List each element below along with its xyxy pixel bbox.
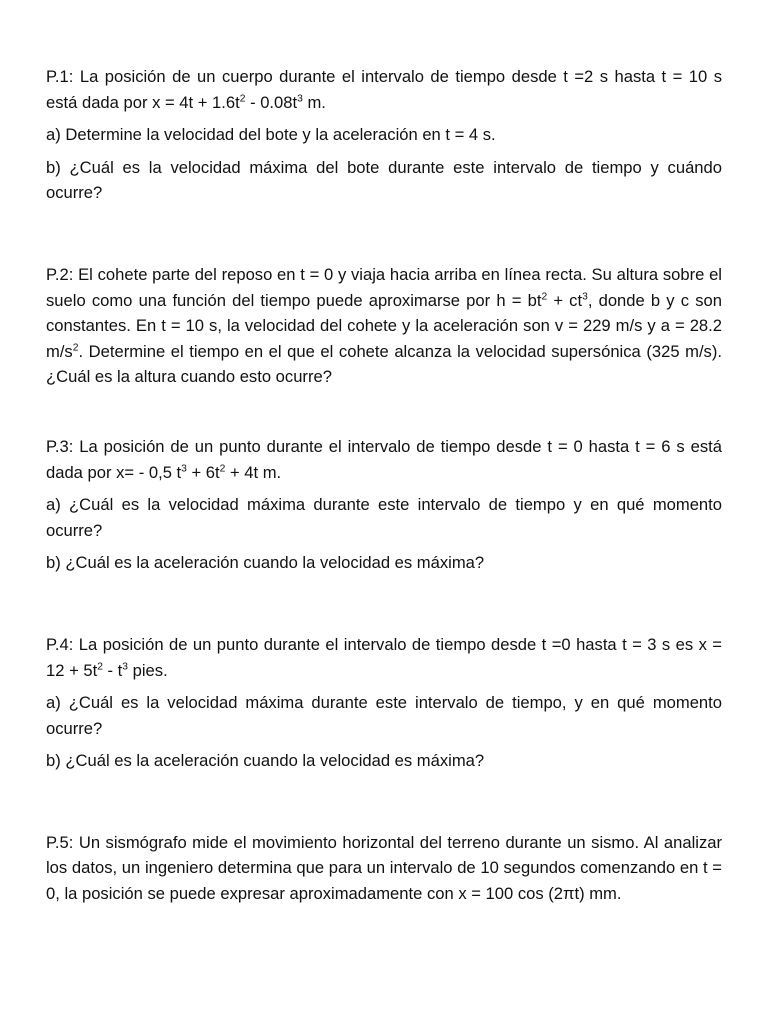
problem-1-statement: P.1: La posición de un cuerpo durante el intervalo de tiempo desde t =2 s hasta t = 10 s está dada por $x = 4t + 1.6t^2 - 0.08t^3$ m.	[46, 67, 722, 112]
problem-4-part-a: a) ¿Cuál es la velocidad máxima durante este intervalo de tiempo, y en qué momento ocurre?	[46, 693, 722, 738]
problem-2-statement: P.2: El cohete parte del reposo en t = 0 y viaja hacia arriba en línea recta. Su altura sobre el suelo como una función del tiempo puede aproximarse por $h = bt^2 + ct^3$, donde b y c son constantes. En t = 10 s, la velocidad del cohete y la aceleración son v = 229 m/s y a = 28.2 $m/s^2$. Determine el tiempo en el que el cohete alcanza la velocidad supersónica (325 m/s). ¿Cuál es la altura cuando esto ocurre?	[46, 264, 722, 387]
problem-5-statement: P.5: Un sismógrafo mide el movimiento horizontal del terreno durante un sismo. Al analizar los datos, un ingeniero determina que para un intervalo de 10 segundos comenzando en t = 0, la posición se puede expresar aproximadamente con x = 100 cos (2πt) mm.	[46, 832, 722, 904]
problem-3-statement: P.3: La posición de un punto durante el intervalo de tiempo desde t = 0 hasta t = 6 s está dada por x= - 0,5 $t^3 + 6t^2 + 4t$ m.	[46, 436, 722, 482]
problem-4-part-b: b) ¿Cuál es la aceleración cuando la velocidad es máxima?	[46, 751, 485, 771]
document-page	[46, 64, 722, 907]
problem-1-part-a: a) Determine la velocidad del bote y la aceleración en t = 4 s.	[46, 125, 496, 145]
problem-1-part-b: b) ¿Cuál es la velocidad máxima del bote durante este intervalo de tiempo y cuándo ocurre?	[46, 157, 722, 203]
problem-3-part-a: a) ¿Cuál es la velocidad máxima durante este intervalo de tiempo y en qué momento ocurre?	[46, 495, 722, 540]
problem-3-part-b: b) ¿Cuál es la aceleración cuando la velocidad es máxima?	[46, 553, 485, 573]
problem-4-statement: P.4: La posición de un punto durante el intervalo de tiempo desde t =0 hasta t = 3 s es $x = 12 + 5t^2 - t^3$ pies.	[46, 634, 722, 680]
